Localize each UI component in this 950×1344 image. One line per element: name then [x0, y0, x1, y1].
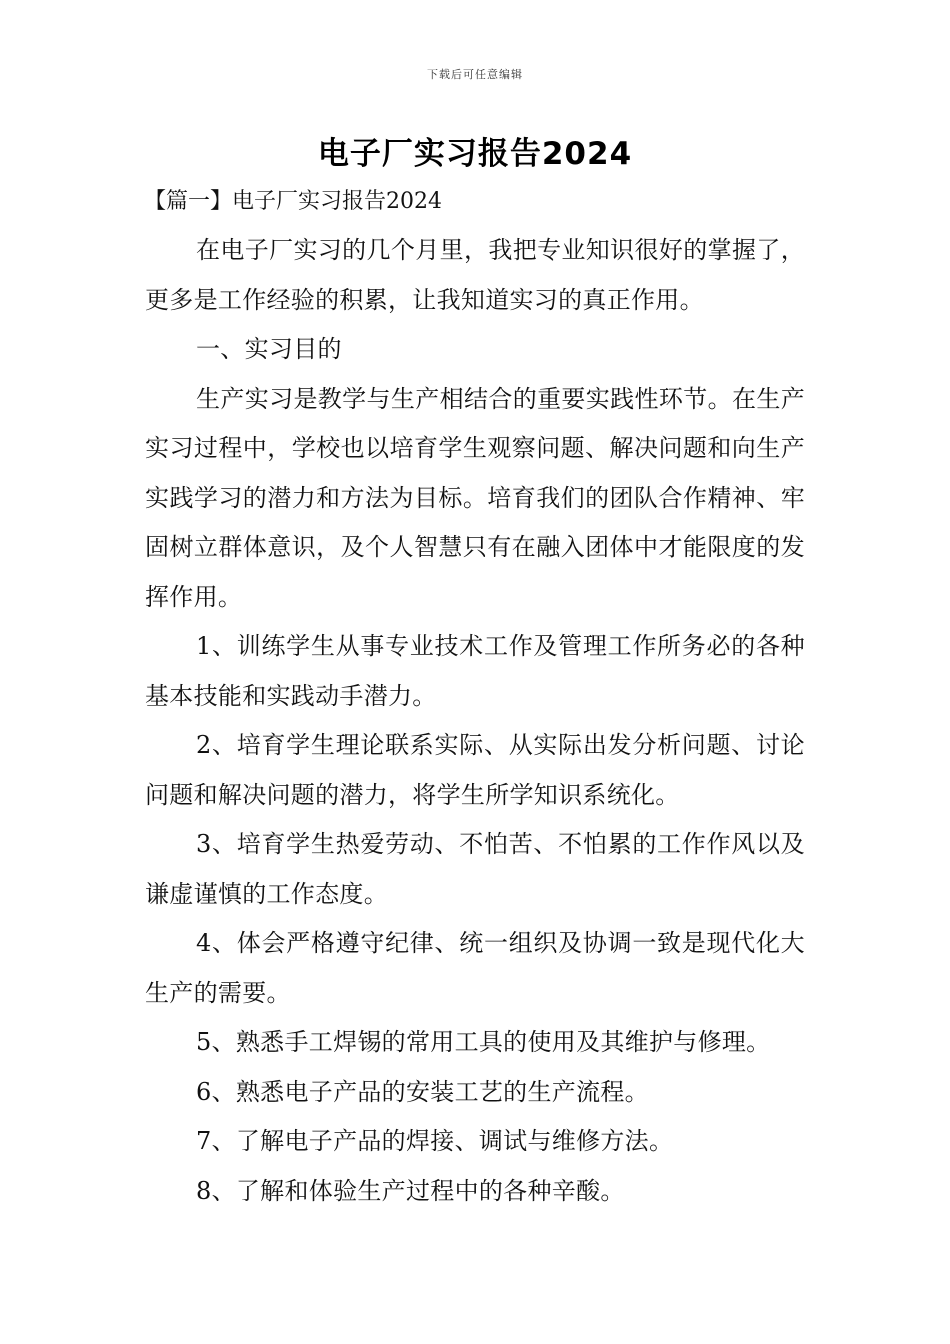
- list-item: 4、体会严格遵守纪律、统一组织及协调一致是现代化大生产的需要。: [145, 929, 805, 1007]
- document-title: 电子厂实习报告2024: [317, 136, 633, 172]
- document-body: [145, 226, 805, 1216]
- list-item: 6、熟悉电子产品的安装工艺的生产流程。: [196, 1077, 649, 1106]
- header-note: 下载后可任意编辑: [427, 68, 523, 81]
- paragraph-purpose: 生产实习是教学与生产相结合的重要实践性环节。在生产实习过程中，学校也以培育学生观察问题、解决问题和向生产实践学习的潜力和方法为目标。培育我们的团队合作精神、牢固树立群体意识，及个人智慧只有在融入团体中才能限度的发挥作用。: [145, 384, 805, 611]
- section-heading: 【篇一】电子厂实习报告2024: [144, 189, 442, 214]
- list-item: 2、培育学生理论联系实际、从实际出发分析问题、讨论问题和解决问题的潜力，将学生所学知识系统化。: [145, 731, 805, 809]
- list-item: 3、培育学生热爱劳动、不怕苦、不怕累的工作作风以及谦虚谨慎的工作态度。: [145, 830, 805, 908]
- list-item: 5、熟悉手工焊锡的常用工具的使用及其维护与修理。: [196, 1028, 771, 1056]
- list-item: 7、了解电子产品的焊接、调试与维修方法。: [196, 1127, 674, 1155]
- paragraph-intro: 在电子厂实习的几个月里，我把专业知识很好的掌握了，更多是工作经验的积累，让我知道实习的真正作用。: [145, 236, 805, 314]
- paragraph-heading-purpose: 一、实习目的: [196, 335, 342, 363]
- list-item: 8、了解和体验生产过程中的各种辛酸。: [196, 1176, 625, 1205]
- list-item: 1、训练学生从事专业技术工作及管理工作所务必的各种基本技能和实践动手潜力。: [145, 632, 805, 710]
